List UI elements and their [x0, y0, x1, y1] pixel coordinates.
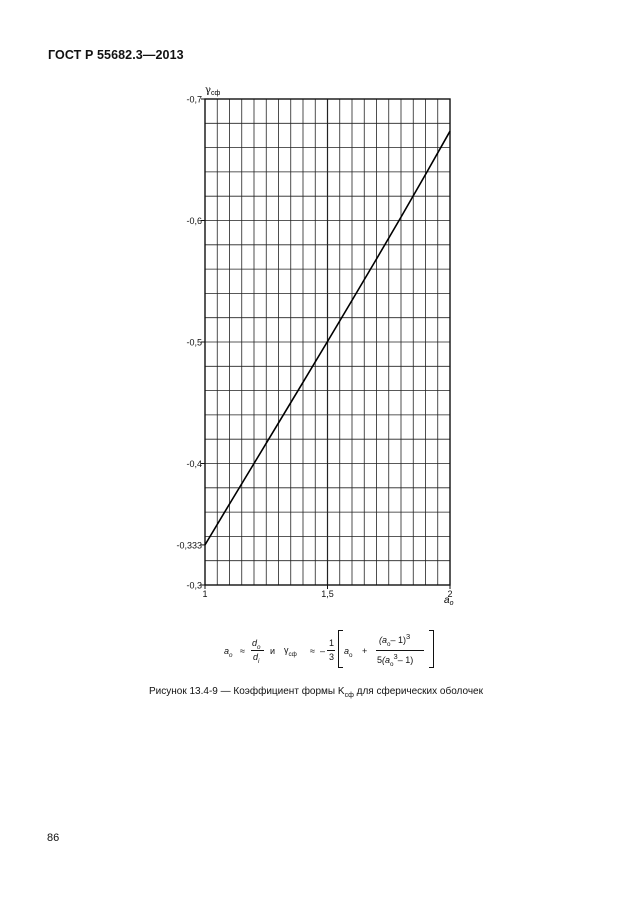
right-bracket [429, 630, 434, 668]
document-code-header: ГОСТ Р 55682.3—2013 [48, 48, 184, 62]
x-axis-label: $a_o$ [444, 595, 454, 607]
y-tick-label: -0,4 [186, 459, 202, 469]
y-tick-label: -0,333 [176, 540, 202, 551]
formula-approx-sign: ≈ [240, 646, 245, 656]
figure-caption: Рисунок 13.4-9 — Коэффициент формы $K_{сф}$ для сферических оболочек [149, 686, 483, 699]
formula-numerator: ($a_o-$ 1)$^3$ [379, 632, 411, 648]
formula-block [224, 630, 464, 670]
formula-plus-sign: + [362, 646, 368, 656]
formula-ao-inner: $a_o$ [344, 646, 353, 659]
formula-one: 1 [329, 638, 335, 648]
y-tick-label: -0,7 [186, 94, 202, 105]
y-axis-label: $\gamma_{сф}$ [205, 85, 221, 97]
fraction-bar [251, 650, 264, 651]
x-tick-labels [202, 585, 452, 599]
y-tick-labels [176, 95, 205, 591]
fraction-bar-2 [327, 650, 335, 651]
x-tick-label: 2 [447, 589, 453, 599]
formula-approx-sign-2: ≈ [310, 646, 315, 656]
page-number: 86 [47, 832, 60, 844]
y-tick-label: -0,6 [186, 216, 202, 226]
formula-minus-sign: – [320, 646, 326, 656]
left-bracket [338, 630, 343, 668]
formula-ao-symbol: $a_o$ [224, 646, 233, 659]
x-tick-label: 1 [202, 589, 208, 599]
y-tick-label: -0,5 [186, 337, 202, 348]
y-tick-label: -0,3 [186, 580, 202, 591]
fraction-bar-3 [376, 650, 424, 651]
formula-do: $d_o$ [252, 638, 261, 651]
formula-denominator: $5(a_o^3-$ 1) [377, 652, 414, 668]
x-tick-label: 1,5 [321, 589, 334, 599]
formula-three: 3 [329, 652, 335, 662]
formula-and-word: и [270, 646, 276, 656]
formula-gamma-symbol: $\gamma_{сф}$ [284, 645, 297, 658]
formula-di: $d_i$ [253, 652, 260, 665]
